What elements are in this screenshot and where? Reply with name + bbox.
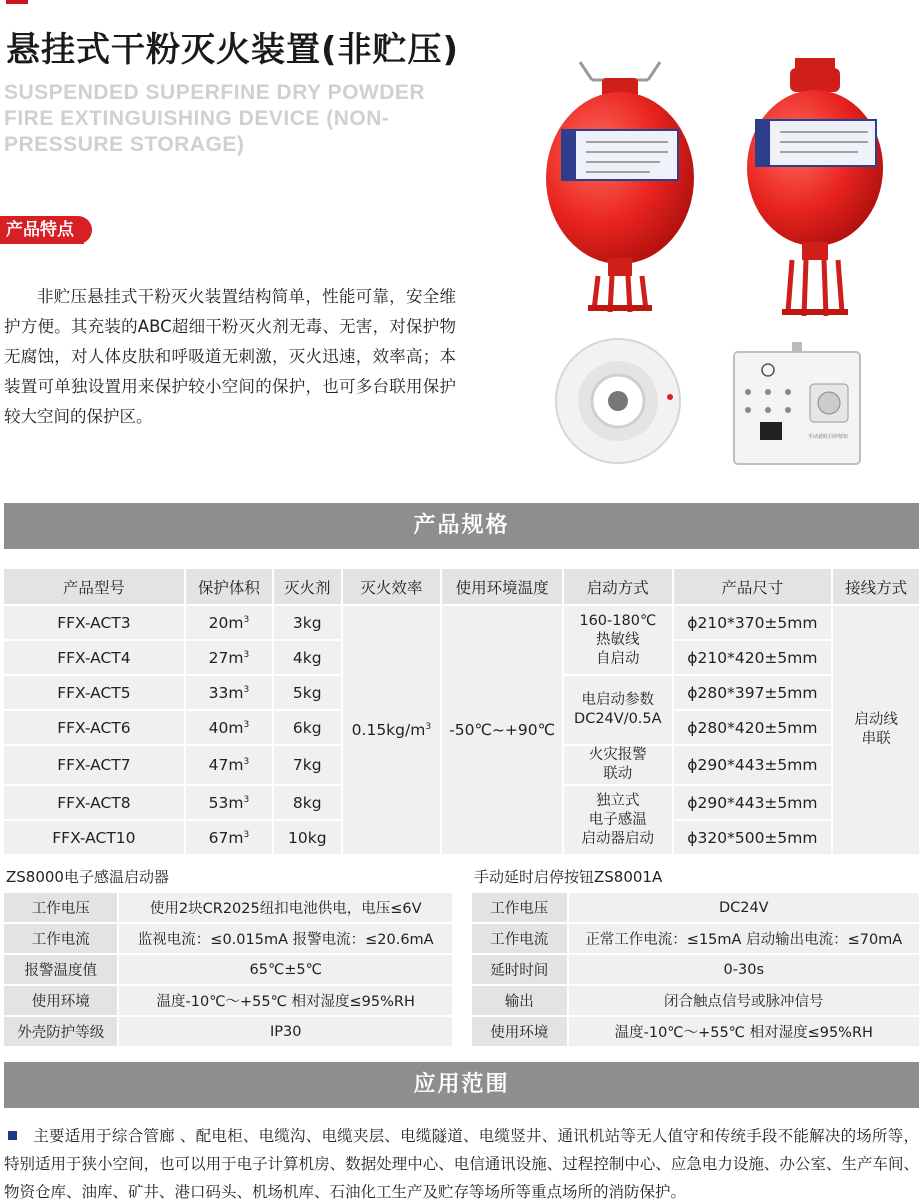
zs8000-value: 温度-10℃～+55℃ 相对湿度≤95%RH — [119, 986, 452, 1015]
zs8001-key: 输出 — [472, 986, 567, 1015]
efficiency-cell: $0.15kg/m^3$ — [343, 606, 441, 854]
startup-cell: 160-180℃ 热敏线 自启动 — [564, 606, 672, 674]
application-body: 主要适用于综合管廊 、配电柜、电缆沟、电缆夹层、电缆隧道、电缆竖井、通讯机站等无人值守和传统手段不能解决的场所等，特别适用于狭小空间，也可以用于电子计算机房、数据处理中心、电信通讯设施、过程控制中心、应急电力设施、办公室、生产车间、物资仓库、油库、矿井、港口码头、机场机库、石油化工生产及贮存等场所等重点场所的消防保护。 — [4, 1127, 919, 1200]
zs8001-value: 闭合触点信号或脉冲信号 — [569, 986, 919, 1015]
zs8001-value: 正常工作电流：≤15mA 启动输出电流：≤70mA — [569, 924, 919, 953]
page-title: 悬挂式干粉灭火装置(非贮压) — [6, 30, 460, 70]
spec-header: 产品尺寸 — [674, 569, 832, 604]
startup-cell: 电启动参数 DC24V/0.5A — [564, 676, 672, 744]
spec-header: 灭火效率 — [343, 569, 441, 604]
size-cell: ϕ290*443±5mm — [674, 786, 832, 819]
size-cell: ϕ290*443±5mm — [674, 746, 832, 784]
agent-cell: 10kg — [274, 821, 341, 854]
volume-cell: $47m^3$ — [186, 746, 272, 784]
size-cell: ϕ210*370±5mm — [674, 606, 832, 639]
agent-cell: 4kg — [274, 641, 341, 674]
manual-button-panel-photo — [732, 342, 862, 466]
zs8000-title: ZS8000电子感温启动器 — [6, 868, 169, 886]
model-cell: FFX-ACT8 — [4, 786, 184, 819]
spec-header: 使用环境温度 — [442, 569, 562, 604]
zs8000-key: 外壳防护等级 — [4, 1017, 117, 1046]
zs8000-value: 监视电流：≤0.015mA 报警电流：≤20.6mA — [119, 924, 452, 953]
size-cell: ϕ280*397±5mm — [674, 676, 832, 709]
spec-header: 保护体积 — [186, 569, 272, 604]
accent-bar — [6, 0, 28, 4]
model-cell: FFX-ACT6 — [4, 711, 184, 744]
volume-cell: $53m^3$ — [186, 786, 272, 819]
size-cell: ϕ210*420±5mm — [674, 641, 832, 674]
model-cell: FFX-ACT4 — [4, 641, 184, 674]
bullet-icon — [8, 1131, 17, 1140]
spec-header: 接线方式 — [833, 569, 919, 604]
zs8000-key: 报警温度值 — [4, 955, 117, 984]
spec-header: 灭火剂 — [274, 569, 341, 604]
zs8001-value: DC24V — [569, 893, 919, 922]
features-text: 非贮压悬挂式干粉灭火装置结构简单，性能可靠，安全维护方便。其充装的ABC超细干粉灭火剂无毒、无害，对保护物无腐蚀，对人体皮肤和呼吸道无刺激，灭火迅速，效率高；本装置可单独设置用来保护较小空间的保护，也可多台联用保护较大空间的保护区。 — [4, 287, 456, 426]
zs8001-key: 工作电压 — [472, 893, 567, 922]
spec-header: 启动方式 — [564, 569, 672, 604]
startup-cell: 火灾报警 联动 — [564, 746, 672, 784]
features-tag: 产品特点 — [0, 216, 92, 244]
features-underline — [0, 243, 84, 244]
page-subtitle-en: SUSPENDED SUPERFINE DRY POWDER FIRE EXTINGUISHING DEVICE (NON-PRESSURE STORAGE) — [4, 81, 426, 156]
application-heading: 应用范围 — [4, 1062, 919, 1108]
zs8001-title: 手动延时启停按钮ZS8001A — [474, 868, 663, 886]
zs8000-key: 工作电流 — [4, 924, 117, 953]
zs8000-value: 65℃±5℃ — [119, 955, 452, 984]
model-cell: FFX-ACT5 — [4, 676, 184, 709]
zs8000-key: 使用环境 — [4, 986, 117, 1015]
zs8000-key: 工作电压 — [4, 893, 117, 922]
extinguisher-photo-1 — [540, 50, 700, 330]
panel-label: 手动延时启停按钮 — [808, 434, 849, 440]
spec-header: 产品型号 — [4, 569, 184, 604]
volume-cell: $67m^3$ — [186, 821, 272, 854]
agent-cell: 3kg — [274, 606, 341, 639]
volume-cell: $33m^3$ — [186, 676, 272, 709]
zs8001-value: 温度-10℃～+55℃ 相对湿度≤95%RH — [569, 1017, 919, 1046]
zs8000-value: IP30 — [119, 1017, 452, 1046]
volume-cell: $20m^3$ — [186, 606, 272, 639]
volume-cell: $40m^3$ — [186, 711, 272, 744]
model-cell: FFX-ACT10 — [4, 821, 184, 854]
application-text — [4, 1122, 919, 1200]
zs8001-table — [470, 891, 921, 1048]
zs8000-table — [2, 891, 454, 1048]
zs8001-key: 使用环境 — [472, 1017, 567, 1046]
model-cell: FFX-ACT3 — [4, 606, 184, 639]
size-cell: ϕ320*500±5mm — [674, 821, 832, 854]
temperature-starter-photo — [552, 335, 687, 465]
startup-cell: 独立式 电子感温 启动器启动 — [564, 786, 672, 854]
zs8001-key: 工作电流 — [472, 924, 567, 953]
temperature-cell: -50℃~+90℃ — [442, 606, 562, 854]
extinguisher-photo-2 — [740, 50, 890, 330]
specs-heading: 产品规格 — [4, 503, 919, 549]
agent-cell: 6kg — [274, 711, 341, 744]
agent-cell: 7kg — [274, 746, 341, 784]
agent-cell: 5kg — [274, 676, 341, 709]
size-cell: ϕ280*420±5mm — [674, 711, 832, 744]
spec-table — [2, 567, 921, 856]
zs8000-value: 使用2块CR2025纽扣电池供电，电压≤6V — [119, 893, 452, 922]
model-cell: FFX-ACT7 — [4, 746, 184, 784]
wiring-cell: 启动线 串联 — [833, 606, 919, 854]
zs8001-value: 0-30s — [569, 955, 919, 984]
volume-cell: $27m^3$ — [186, 641, 272, 674]
agent-cell: 8kg — [274, 786, 341, 819]
zs8001-key: 延时时间 — [472, 955, 567, 984]
